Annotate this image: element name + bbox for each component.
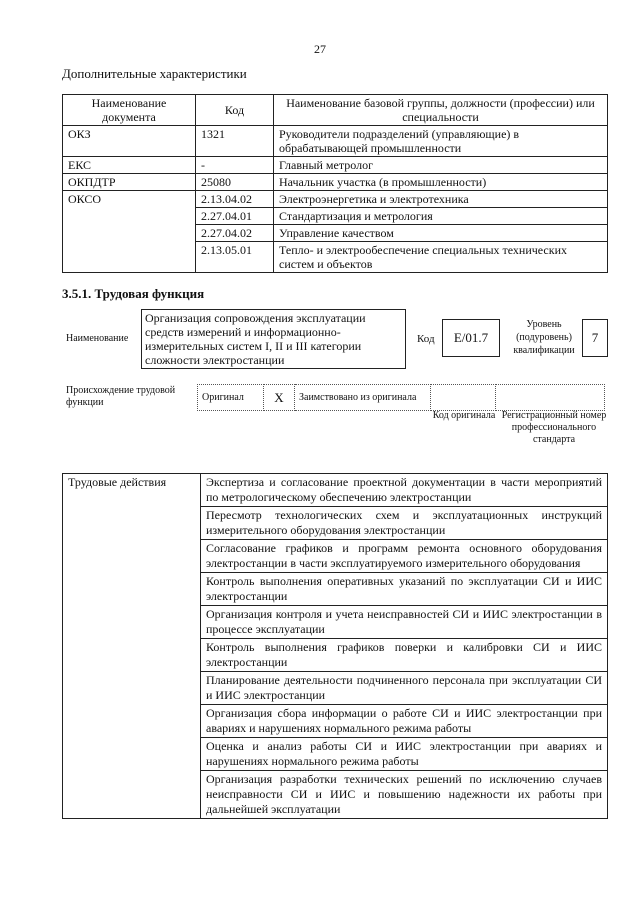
function-code-value: E/01.7 xyxy=(442,319,500,357)
labor-action-item: Организация контроля и учета неисправностей СИ и ИИС электростанции в процессе эксплуатации xyxy=(201,606,608,639)
header-code: Код xyxy=(196,95,274,126)
labor-action-item: Согласование графиков и программ ремонта основного оборудования электростанции в части эксплуатируемого измерительного оборудования xyxy=(201,540,608,573)
qualification-level-value: 7 xyxy=(582,319,608,357)
table-row xyxy=(63,157,608,174)
row-code: 1321 xyxy=(196,126,274,157)
table-row xyxy=(63,126,608,157)
labor-actions-table xyxy=(62,473,608,819)
original-code-caption: Код оригинала xyxy=(432,410,496,421)
origin-table xyxy=(197,384,605,411)
row-code: 25080 xyxy=(196,174,274,191)
original-code-cell xyxy=(431,385,496,411)
row-name: Начальник участка (в промышленности) xyxy=(274,174,608,191)
name-label: Наименование xyxy=(66,333,129,344)
original-label: Оригинал xyxy=(198,385,264,411)
header-group-name: Наименование базовой группы, должности (профессии) или специальности xyxy=(274,95,608,126)
labor-action-item: Организация разработки технических решений по исключению случаев неисправности СИ и ИИС и повышению надежности их работы при дальнейшей эксплуатации xyxy=(201,771,608,819)
row-code: 2.13.05.01 xyxy=(196,242,274,273)
row-name: Электроэнергетика и электротехника xyxy=(274,191,608,208)
original-mark: X xyxy=(264,385,295,411)
labor-action-item: Оценка и анализ работы СИ и ИИС электростанции при авариях и нарушениях нормального режима работы xyxy=(201,738,608,771)
labor-actions-label: Трудовые действия xyxy=(63,474,201,819)
table-row xyxy=(63,191,608,208)
labor-action-item: Пересмотр технологических схем и эксплуатационных инструкций измерительного оборудования электростанции xyxy=(201,507,608,540)
row-code: 2.27.04.02 xyxy=(196,225,274,242)
row-code: 2.13.04.02 xyxy=(196,191,274,208)
characteristics-table xyxy=(62,94,608,273)
row-code: 2.27.04.01 xyxy=(196,208,274,225)
table-row xyxy=(63,474,608,507)
table-row xyxy=(63,174,608,191)
labor-action-item: Контроль выполнения графиков поверки и калибровки СИ и ИИС электростанции xyxy=(201,639,608,672)
row-doc: ЕКС xyxy=(63,157,196,174)
row-name: Главный метролог xyxy=(274,157,608,174)
qualification-level-label: Уровень (подуровень) квалификации xyxy=(513,319,575,356)
section-title: Дополнительные характеристики xyxy=(62,66,247,81)
row-name: Руководители подразделений (управляющие) в обрабатывающей промышленности xyxy=(274,126,608,157)
table-header-row xyxy=(63,95,608,126)
labor-function-heading: 3.5.1. Трудовая функция xyxy=(62,286,205,301)
reg-number-cell xyxy=(496,385,605,411)
row-name: Стандартизация и метрология xyxy=(274,208,608,225)
reg-number-caption: Регистрационный номер профессионального стандарта xyxy=(501,410,607,445)
labor-action-item: Планирование деятельности подчиненного персонала при эксплуатации СИ и ИИС электростанции xyxy=(201,672,608,705)
function-name-value: Организация сопровождения эксплуатации средств измерений и информационно-измерительных систем I, II и III категории сложности электростанции xyxy=(141,309,406,369)
labor-action-item: Экспертиза и согласование проектной документации в части мероприятий по метрологическому обеспечению электростанции xyxy=(201,474,608,507)
row-doc: ОКЗ xyxy=(63,126,196,157)
row-doc: ОКПДТР xyxy=(63,174,196,191)
header-doc-name: Наименование документа xyxy=(63,95,196,126)
labor-action-item: Контроль выполнения оперативных указаний по эксплуатации СИ и ИИС электростанции xyxy=(201,573,608,606)
borrowed-label: Заимствовано из оригинала xyxy=(295,385,431,411)
row-name: Тепло- и электрообеспечение специальных технических систем и объектов xyxy=(274,242,608,273)
origin-label: Происхождение трудовой функции xyxy=(66,385,176,408)
row-name: Управление качеством xyxy=(274,225,608,242)
row-doc: ОКСО xyxy=(63,191,196,273)
code-label: Код xyxy=(417,333,435,345)
page-number: 27 xyxy=(314,42,326,56)
origin-row xyxy=(198,385,605,411)
labor-action-item: Организация сбора информации о работе СИ и ИИС электростанции при авариях и нарушениях нормального режима работы xyxy=(201,705,608,738)
row-code: - xyxy=(196,157,274,174)
